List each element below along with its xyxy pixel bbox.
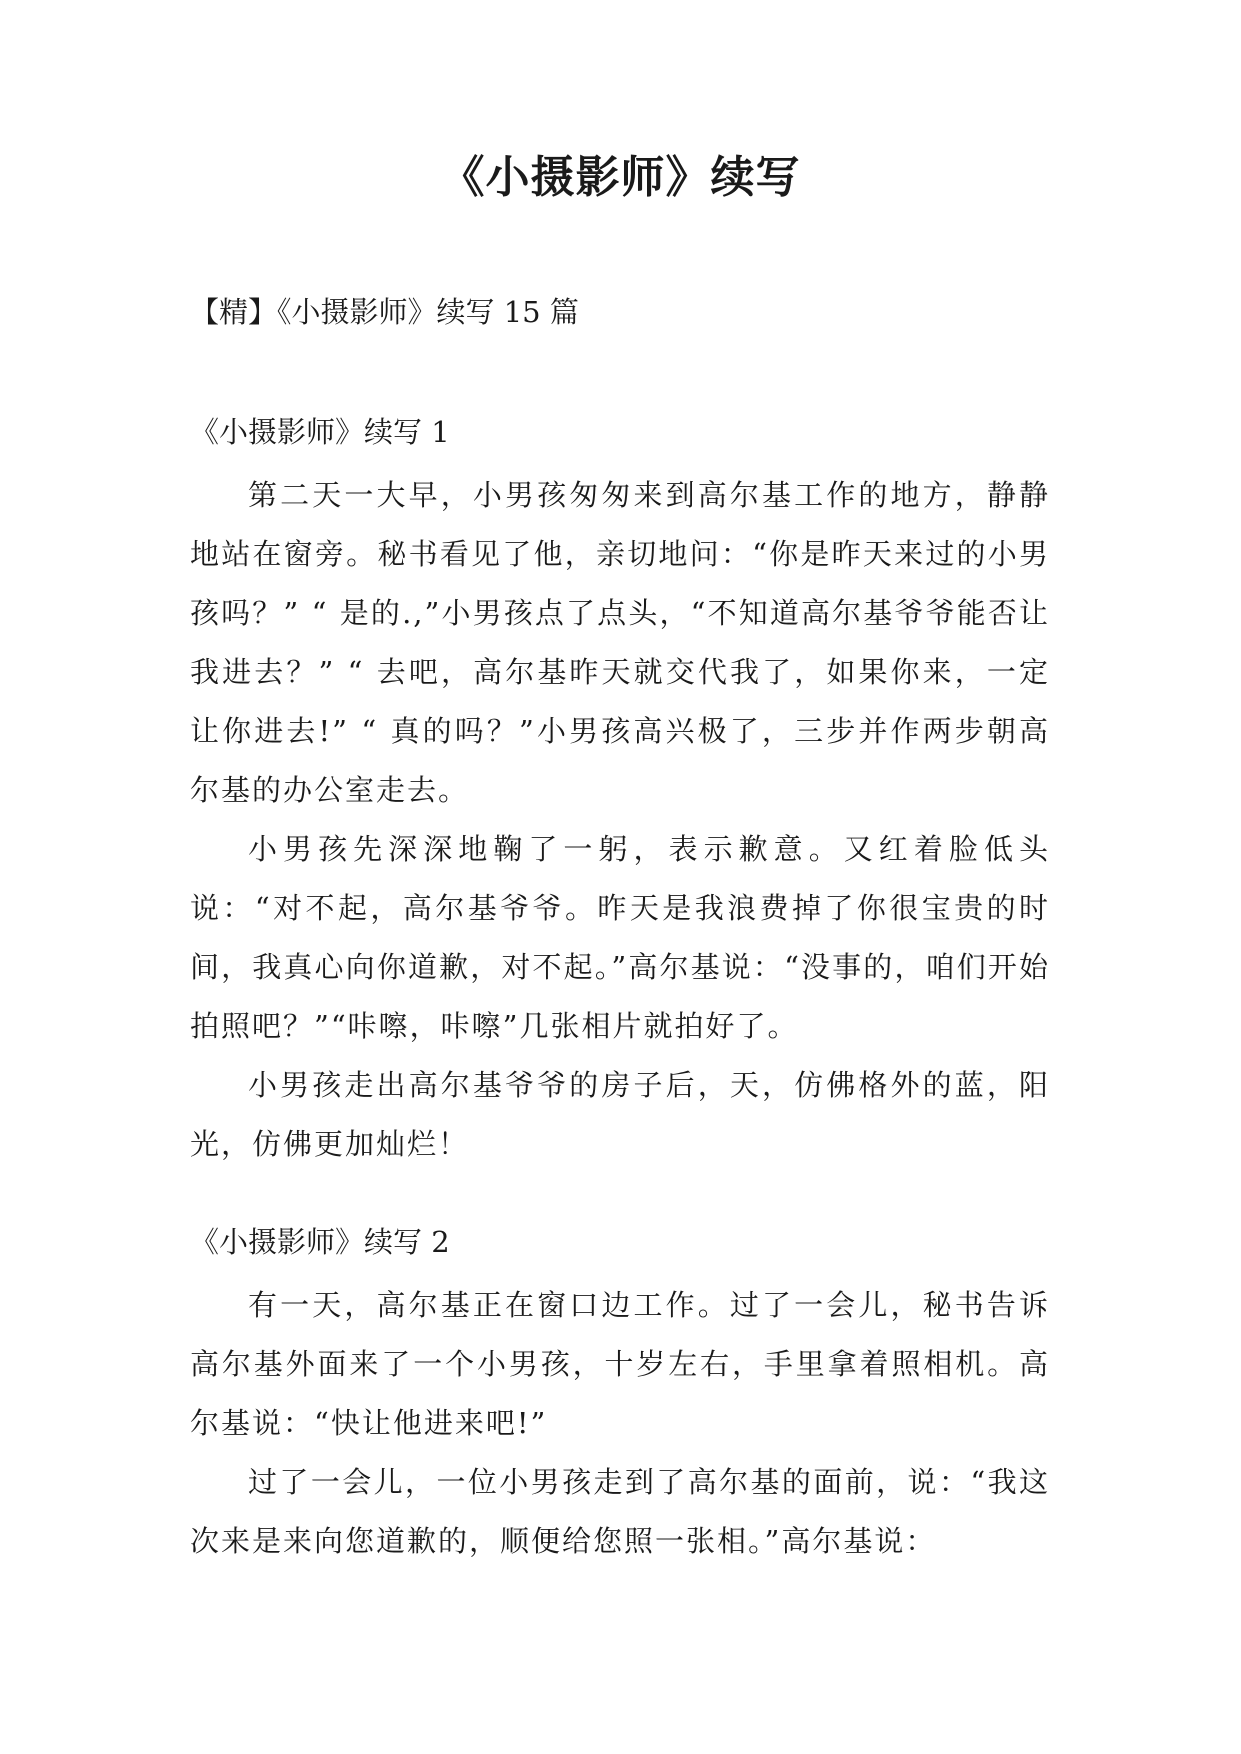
section-2 (190, 1222, 1050, 1571)
section-heading: 《小摄影师》续写 2 (190, 1225, 450, 1259)
paragraph: 有一天，高尔基正在窗口边工作。过了一会儿，秘书告诉高尔基外面来了一个小男孩，十岁左右，手里拿着照相机。高尔基说：“快让他进来吧!” (190, 1288, 1050, 1440)
document-title: 《小摄影师》续写 (440, 152, 801, 203)
paragraph: 第二天一大早，小男孩匆匆来到高尔基工作的地方，静静地站在窗旁。秘书看见了他，亲切地问：“你是昨天来过的小男孩吗？” “ 是的.,”小男孩点了点头，“不知道高尔基爷爷能否让我进去？” “ 去吧，高尔基昨天就交代我了，如果你来，一定让你进去!” “ 真的吗？”小男孩高兴极了，三步并作两步朝高尔基的办公室走去。 (190, 478, 1050, 807)
section-1 (190, 412, 1050, 1174)
document-subtitle: 【精】《小摄影师》续写 15 篇 (190, 295, 579, 329)
paragraph: 小男孩走出高尔基爷爷的房子后，天，仿佛格外的蓝，阳光，仿佛更加灿烂！ (190, 1068, 1050, 1161)
paragraph: 小男孩先深深地鞠了一躬，表示歉意。又红着脸低头说：“对不起，高尔基爷爷。昨天是我浪费掉了你很宝贵的时间，我真心向你道歉，对不起。”高尔基说：“没事的，咱们开始拍照吧？”“咔嚓，咔嚓”几张相片就拍好了。 (190, 832, 1050, 1043)
paragraph: 过了一会儿，一位小男孩走到了高尔基的面前，说：“我这次来是来向您道歉的，顺便给您照一张相。”高尔基说： (190, 1465, 1050, 1558)
section-heading: 《小摄影师》续写 1 (190, 415, 450, 449)
